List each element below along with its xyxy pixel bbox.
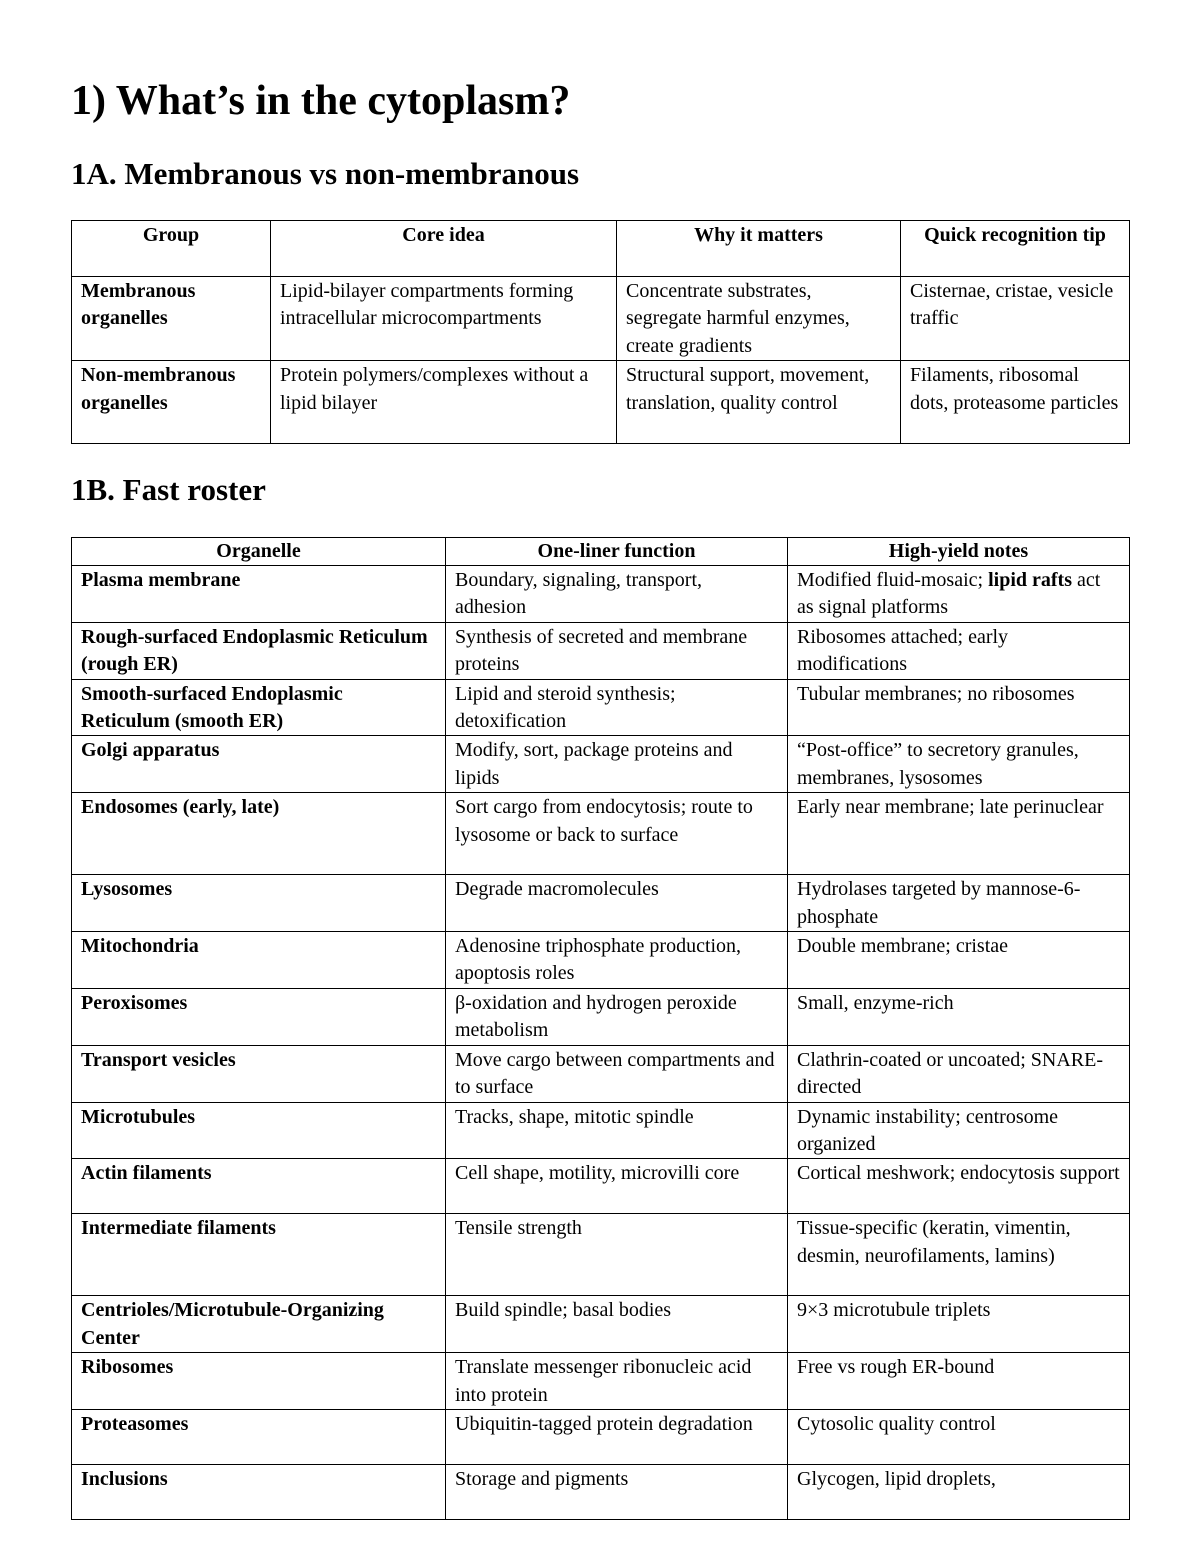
function-cell: Move cargo between compartments and to surface (446, 1045, 788, 1102)
organelle-name-cell: Peroxisomes (72, 988, 446, 1045)
notes-cell: Tissue-specific (keratin, vimentin, desmin, neurofilaments, lamins) (788, 1214, 1130, 1296)
recognition-tip-cell: Cisternae, cristae, vesicle traffic (901, 277, 1130, 361)
table-row (72, 1353, 1130, 1410)
notes-cell: Hydrolases targeted by mannose-6-phosphate (788, 875, 1130, 932)
organelle-name-cell: Endosomes (early, late) (72, 793, 446, 875)
column-header: Why it matters (617, 221, 901, 277)
function-cell: Ubiquitin-tagged protein degradation (446, 1409, 788, 1464)
table-row (72, 988, 1130, 1045)
function-cell: Modify, sort, package proteins and lipids (446, 736, 788, 793)
function-cell: Lipid and steroid synthesis; detoxification (446, 679, 788, 736)
notes-cell: Dynamic instability; centrosome organized (788, 1102, 1130, 1159)
function-cell: Synthesis of secreted and membrane proteins (446, 622, 788, 679)
table-row (72, 277, 1130, 361)
column-header: One-liner function (446, 538, 788, 566)
notes-cell: Early near membrane; late perinuclear (788, 793, 1130, 875)
organelle-name-cell: Microtubules (72, 1102, 446, 1159)
fast-roster-table (71, 537, 1130, 1520)
group-cell: Non-membranous organelles (72, 361, 271, 444)
notes-bold-text: lipid rafts (988, 569, 1072, 591)
function-cell: Boundary, signaling, transport, adhesion (446, 566, 788, 623)
notes-cell: Cortical meshwork; endocytosis support (788, 1159, 1130, 1214)
core-idea-cell: Protein polymers/complexes without a lipid bilayer (271, 361, 617, 444)
organelle-name-cell: Lysosomes (72, 875, 446, 932)
table-row (72, 1159, 1130, 1214)
function-cell: Cell shape, motility, microvilli core (446, 1159, 788, 1214)
notes-cell: Glycogen, lipid droplets, (788, 1464, 1130, 1519)
function-cell: Sort cargo from endocytosis; route to lysosome or back to surface (446, 793, 788, 875)
organelle-name-cell: Proteasomes (72, 1409, 446, 1464)
core-idea-cell: Lipid-bilayer compartments forming intracellular microcompartments (271, 277, 617, 361)
column-header: Organelle (72, 538, 446, 566)
notes-cell: Double membrane; cristae (788, 932, 1130, 989)
organelle-name-cell: Mitochondria (72, 932, 446, 989)
table-row (72, 679, 1130, 736)
function-cell: Tensile strength (446, 1214, 788, 1296)
recognition-tip-cell: Filaments, ribosomal dots, proteasome particles (901, 361, 1130, 444)
column-header: Core idea (271, 221, 617, 277)
notes-cell: Small, enzyme-rich (788, 988, 1130, 1045)
table-row (72, 622, 1130, 679)
table-row (72, 566, 1130, 623)
column-header: High-yield notes (788, 538, 1130, 566)
why-it-matters-cell: Structural support, movement, translation, quality control (617, 361, 901, 444)
group-cell: Membranous organelles (72, 277, 271, 361)
organelle-name-cell: Centrioles/Microtubule-Organizing Center (72, 1296, 446, 1353)
organelle-name-cell: Golgi apparatus (72, 736, 446, 793)
table-row (72, 1464, 1130, 1519)
organelle-name-cell: Actin filaments (72, 1159, 446, 1214)
table-row (72, 1409, 1130, 1464)
table-row (72, 1045, 1130, 1102)
organelle-name-cell: Rough-surfaced Endoplasmic Reticulum (rough ER) (72, 622, 446, 679)
notes-text: Modified fluid-mosaic; (797, 569, 989, 591)
notes-cell: Clathrin-coated or uncoated; SNARE-directed (788, 1045, 1130, 1102)
column-header: Quick recognition tip (901, 221, 1130, 277)
table-row (72, 932, 1130, 989)
page-title: 1) What’s in the cytoplasm? (71, 78, 571, 124)
notes-cell: Ribosomes attached; early modifications (788, 622, 1130, 679)
table-row (72, 1296, 1130, 1353)
membranous-table (71, 220, 1130, 444)
table-header-row (72, 538, 1130, 566)
organelle-name-cell: Smooth-surfaced Endoplasmic Reticulum (smooth ER) (72, 679, 446, 736)
function-cell: Storage and pigments (446, 1464, 788, 1519)
notes-cell: 9×3 microtubule triplets (788, 1296, 1130, 1353)
function-cell: Build spindle; basal bodies (446, 1296, 788, 1353)
section-heading-1b: 1B. Fast roster (71, 472, 266, 507)
table-row (72, 1214, 1130, 1296)
table-row (72, 361, 1130, 444)
organelle-name-cell: Intermediate filaments (72, 1214, 446, 1296)
function-cell: Adenosine triphosphate production, apoptosis roles (446, 932, 788, 989)
section-heading-1a: 1A. Membranous vs non-membranous (71, 156, 580, 191)
function-cell: Degrade macromolecules (446, 875, 788, 932)
organelle-name-cell: Ribosomes (72, 1353, 446, 1410)
table-header-row (72, 221, 1130, 277)
table-row (72, 875, 1130, 932)
table-row (72, 736, 1130, 793)
organelle-name-cell: Transport vesicles (72, 1045, 446, 1102)
organelle-name-cell: Inclusions (72, 1464, 446, 1519)
notes-cell: “Post-office” to secretory granules, membranes, lysosomes (788, 736, 1130, 793)
why-it-matters-cell: Concentrate substrates, segregate harmful enzymes, create gradients (617, 277, 901, 361)
function-cell: Tracks, shape, mitotic spindle (446, 1102, 788, 1159)
column-header: Group (72, 221, 271, 277)
organelle-name-cell: Plasma membrane (72, 566, 446, 623)
notes-cell: Cytosolic quality control (788, 1409, 1130, 1464)
table-row (72, 1102, 1130, 1159)
notes-text: act as signal platforms (797, 569, 1101, 619)
table-row (72, 793, 1130, 875)
notes-cell: Free vs rough ER-bound (788, 1353, 1130, 1410)
notes-cell: Tubular membranes; no ribosomes (788, 679, 1130, 736)
notes-cell (788, 566, 1130, 623)
function-cell: β-oxidation and hydrogen peroxide metabolism (446, 988, 788, 1045)
function-cell: Translate messenger ribonucleic acid into protein (446, 1353, 788, 1410)
